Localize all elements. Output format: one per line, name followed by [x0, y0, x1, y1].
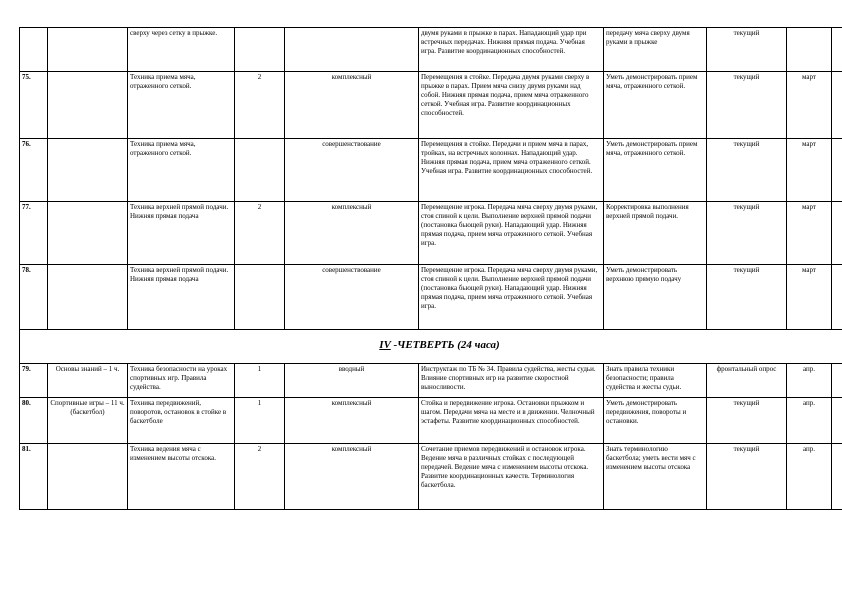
control-cell: текущий: [707, 398, 787, 444]
control-cell: текущий: [707, 202, 787, 265]
requirements-cell: Знать терминологию баскетбола; уметь вести мяч с изменением высоты отскока: [604, 444, 707, 510]
lesson-type-cell: [285, 28, 419, 72]
control-cell: текущий: [707, 444, 787, 510]
hours-cell: 2: [235, 444, 285, 510]
quarter-roman: IV: [379, 339, 391, 351]
plan-date-cell: март: [787, 202, 832, 265]
plan-date-cell: март: [787, 265, 832, 330]
quarter-heading: [20, 330, 842, 364]
section-cell: [48, 72, 128, 139]
row-number: 78.: [20, 265, 48, 330]
section-cell: [48, 28, 128, 72]
fact-date-cell: [832, 28, 842, 72]
topic-cell: Техника верхней прямой подачи. Нижняя прямая подача: [128, 202, 235, 265]
hours-cell: [235, 265, 285, 330]
table-row: [20, 139, 842, 202]
content-cell: Сочетание приемов передвижений и остановок игрока. Ведение мяча в различных стойках с последующей передачей. Ведение мяча с изменением высоты отскока. Развитие координационных качеств. Терминология баскетбола.: [419, 444, 604, 510]
requirements-cell: Уметь демонстрировать верхнюю прямую подачу: [604, 265, 707, 330]
plan-date-cell: апр.: [787, 444, 832, 510]
lesson-type-cell: комплексный: [285, 72, 419, 139]
topic-cell: Техника приема мяча, отраженного сеткой.: [128, 139, 235, 202]
lesson-type-cell: совершенствование: [285, 139, 419, 202]
plan-date-cell: март: [787, 139, 832, 202]
hours-cell: 1: [235, 364, 285, 398]
topic-cell: сверху через сетку в прыжке.: [128, 28, 235, 72]
quarter-label: -ЧЕТВЕРТЬ (24 часа): [390, 339, 500, 351]
lesson-type-cell: комплексный: [285, 202, 419, 265]
content-cell: Перемещения в стойке. Передачи и прием мяча в парах, тройках, на встречных колоннах. Нападающий удар. Нижняя прямая подача, прием мяча отраженного сеткой. Учебная игра. Развитие координационных способностей.: [419, 139, 604, 202]
topic-cell: Техника безопасности на уроках спортивных игр. Правила судейства.: [128, 364, 235, 398]
topic-cell: Техника верхней прямой подачи. Нижняя прямая подача: [128, 265, 235, 330]
topic-cell: Техника ведения мяча с изменением высоты отскока.: [128, 444, 235, 510]
requirements-cell: Уметь демонстрировать передвижения, повороты и остановки.: [604, 398, 707, 444]
content-cell: Инструктаж по ТБ № 34. Правила судейства, жесты судьи. Влияние спортивных игр на развитие скоростной выносливости.: [419, 364, 604, 398]
lesson-plan-table: [19, 27, 842, 510]
table-row: [20, 28, 842, 72]
section-cell: [48, 444, 128, 510]
row-number: 76.: [20, 139, 48, 202]
fact-date-cell: [832, 364, 842, 398]
table-row: [20, 364, 842, 398]
requirements-cell: Знать правила техники безопасности; правила судейства и жесты судьи.: [604, 364, 707, 398]
content-cell: Перемещение игрока. Передача мяча сверху двумя руками, стоя спиной к цели. Выполнение верхней прямой подачи (постановка бьющей руки). Нападающий удар. Нижняя прямая подача, прием мяча отраженного сеткой. Учебная игра.: [419, 265, 604, 330]
content-cell: двумя руками в прыжке в парах. Нападающий удар при встречных передачах. Нижняя прямая подача. Учебная игра. Развитие координационных способностей.: [419, 28, 604, 72]
topic-cell: Техника передвижений, поворотов, остановок в стойке в баскетболе: [128, 398, 235, 444]
hours-cell: 1: [235, 398, 285, 444]
content-cell: Перемещение игрока. Передача мяча сверху двумя руками, стоя спиной к цели. Выполнение верхней прямой подачи (постановка бьющей руки). Нападающий удар. Нижняя прямая подача, прием мяча отраженного сеткой. Учебная игра.: [419, 202, 604, 265]
lesson-type-cell: вводный: [285, 364, 419, 398]
row-number: 77.: [20, 202, 48, 265]
fact-date-cell: [832, 139, 842, 202]
row-number: 79.: [20, 364, 48, 398]
table-row: [20, 265, 842, 330]
section-cell: [48, 265, 128, 330]
topic-cell: Техника приема мяча, отраженного сеткой.: [128, 72, 235, 139]
row-number: [20, 28, 48, 72]
lesson-type-cell: комплексный: [285, 444, 419, 510]
requirements-cell: Уметь демонстрировать прием мяча, отраженного сеткой.: [604, 139, 707, 202]
requirements-cell: Корректировка выполнения верхней прямой подачи.: [604, 202, 707, 265]
table-row: [20, 398, 842, 444]
table-row: [20, 202, 842, 265]
requirements-cell: передачу мяча сверху двумя руками в прыжке: [604, 28, 707, 72]
fact-date-cell: [832, 444, 842, 510]
quarter-heading-row: [20, 330, 842, 364]
content-cell: Стойка и передвижение игрока. Остановки прыжком и шагом. Передачи мяча на месте и в движении. Челночный эстафеты. Развитие координационных способностей.: [419, 398, 604, 444]
hours-cell: 2: [235, 202, 285, 265]
requirements-cell: Уметь демонстрировать прием мяча, отраженного сеткой.: [604, 72, 707, 139]
table-row: [20, 444, 842, 510]
plan-date-cell: март: [787, 72, 832, 139]
fact-date-cell: [832, 265, 842, 330]
hours-cell: [235, 139, 285, 202]
plan-date-cell: апр.: [787, 364, 832, 398]
fact-date-cell: [832, 72, 842, 139]
fact-date-cell: [832, 202, 842, 265]
control-cell: фронтальный опрос: [707, 364, 787, 398]
control-cell: текущий: [707, 28, 787, 72]
control-cell: текущий: [707, 72, 787, 139]
section-cell: [48, 139, 128, 202]
control-cell: текущий: [707, 139, 787, 202]
row-number: 80.: [20, 398, 48, 444]
hours-cell: [235, 28, 285, 72]
lesson-type-cell: совершенствование: [285, 265, 419, 330]
content-cell: Перемещения в стойке. Передача двумя руками сверху в прыжке в парах. Прием мяча снизу двумя руками над собой. Нижняя прямая подача, прием мяча отраженного сеткой. Учебная игра. Развитие координационных способностей.: [419, 72, 604, 139]
hours-cell: 2: [235, 72, 285, 139]
lesson-type-cell: комплексный: [285, 398, 419, 444]
plan-date-cell: [787, 28, 832, 72]
plan-date-cell: апр.: [787, 398, 832, 444]
section-cell: Спортивные игры – 11 ч. (баскетбол): [48, 398, 128, 444]
section-cell: [48, 202, 128, 265]
section-cell: Основы знаний – 1 ч.: [48, 364, 128, 398]
control-cell: текущий: [707, 265, 787, 330]
fact-date-cell: [832, 398, 842, 444]
table-row: [20, 72, 842, 139]
row-number: 75.: [20, 72, 48, 139]
row-number: 81.: [20, 444, 48, 510]
